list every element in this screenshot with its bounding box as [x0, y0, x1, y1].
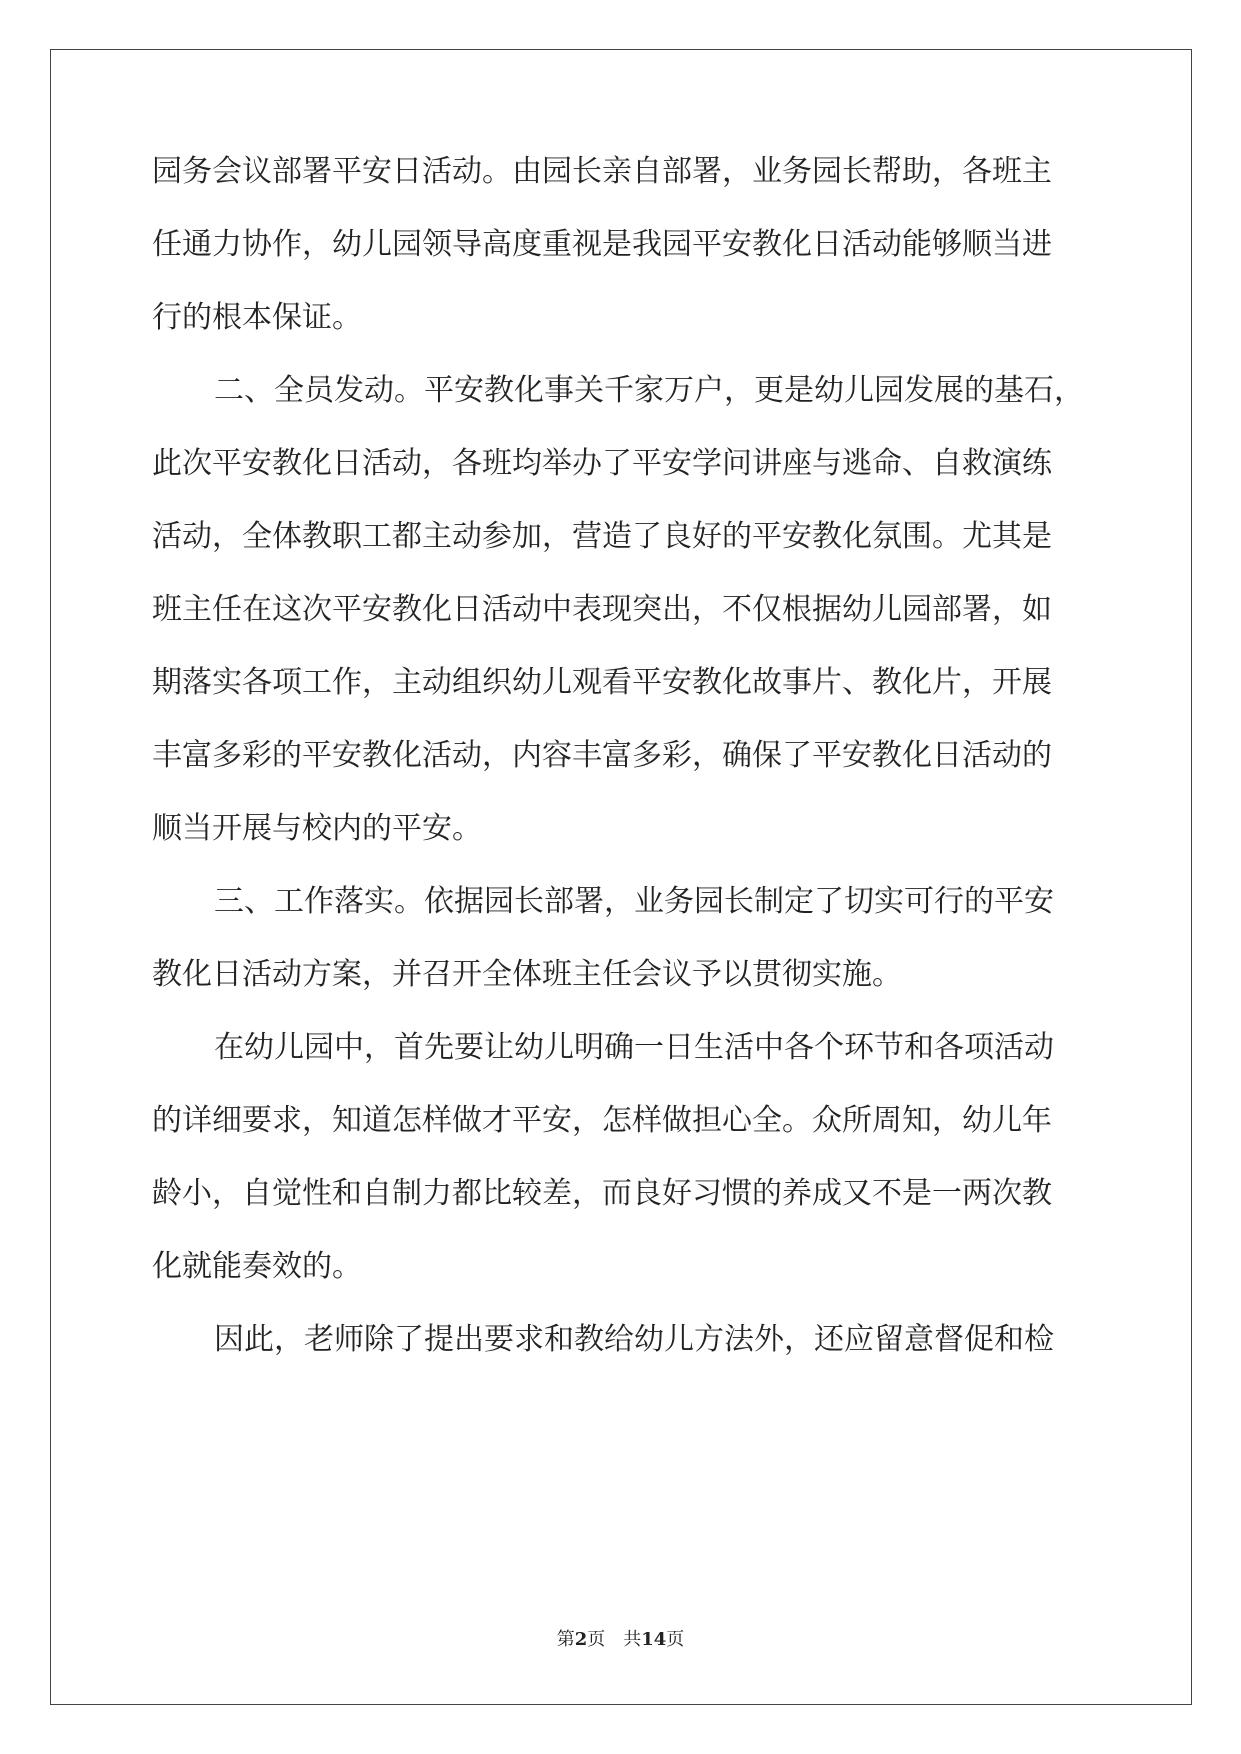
- body-text-line: 任通力协作，幼儿园领导高度重视是我园平安教化日活动能够顺当进: [152, 227, 1052, 262]
- body-text-line: 龄小，自觉性和自制力都比较差，而良好习惯的养成又不是一两次教: [152, 1176, 1052, 1211]
- body-text-line: 班主任在这次平安教化日活动中表现突出，不仅根据幼儿园部署，如: [152, 592, 1052, 627]
- page-number-prefix: 第: [556, 1629, 575, 1650]
- body-text-line: 化就能奏效的。: [152, 1249, 362, 1284]
- body-text-line: 丰富多彩的平安教化活动，内容丰富多彩，确保了平安教化日活动的: [152, 738, 1052, 773]
- total-pages-prefix: 共: [623, 1629, 642, 1650]
- body-text-line: 行的根本保证。: [152, 300, 362, 335]
- body-text-line: 教化日活动方案，并召开全体班主任会议予以贯彻实施。: [152, 957, 902, 992]
- body-text-line: 顺当开展与校内的平安。: [152, 811, 482, 846]
- page-number: 2: [574, 1629, 588, 1650]
- body-text-line: 活动，全体教职工都主动参加，营造了良好的平安教化氛围。尤其是: [152, 519, 1052, 554]
- body-text-line: 的详细要求，知道怎样做才平安，怎样做担心全。众所周知，幼儿年: [152, 1103, 1052, 1138]
- total-pages: 14: [641, 1629, 667, 1650]
- body-text-line: 因此，老师除了提出要求和教给幼儿方法外，还应留意督促和检: [214, 1322, 1054, 1357]
- total-pages-suffix: 页: [666, 1629, 685, 1650]
- body-text-line: 园务会议部署平安日活动。由园长亲自部署，业务园长帮助，各班主: [152, 154, 1052, 189]
- page-footer: [0, 1628, 1241, 1652]
- body-text-line: 二、全员发动。平安教化事关千家万户，更是幼儿园发展的基石，: [214, 373, 1084, 408]
- body-text-line: 期落实各项工作，主动组织幼儿观看平安教化故事片、教化片，开展: [152, 665, 1052, 700]
- body-text-line: 三、工作落实。依据园长部署，业务园长制定了切实可行的平安: [214, 884, 1054, 919]
- body-text-line: 此次平安教化日活动，各班均举办了平安学问讲座与逃命、自救演练: [152, 446, 1052, 481]
- page-number-suffix: 页: [587, 1629, 606, 1650]
- body-text-line: 在幼儿园中，首先要让幼儿明确一日生活中各个环节和各项活动: [214, 1030, 1054, 1065]
